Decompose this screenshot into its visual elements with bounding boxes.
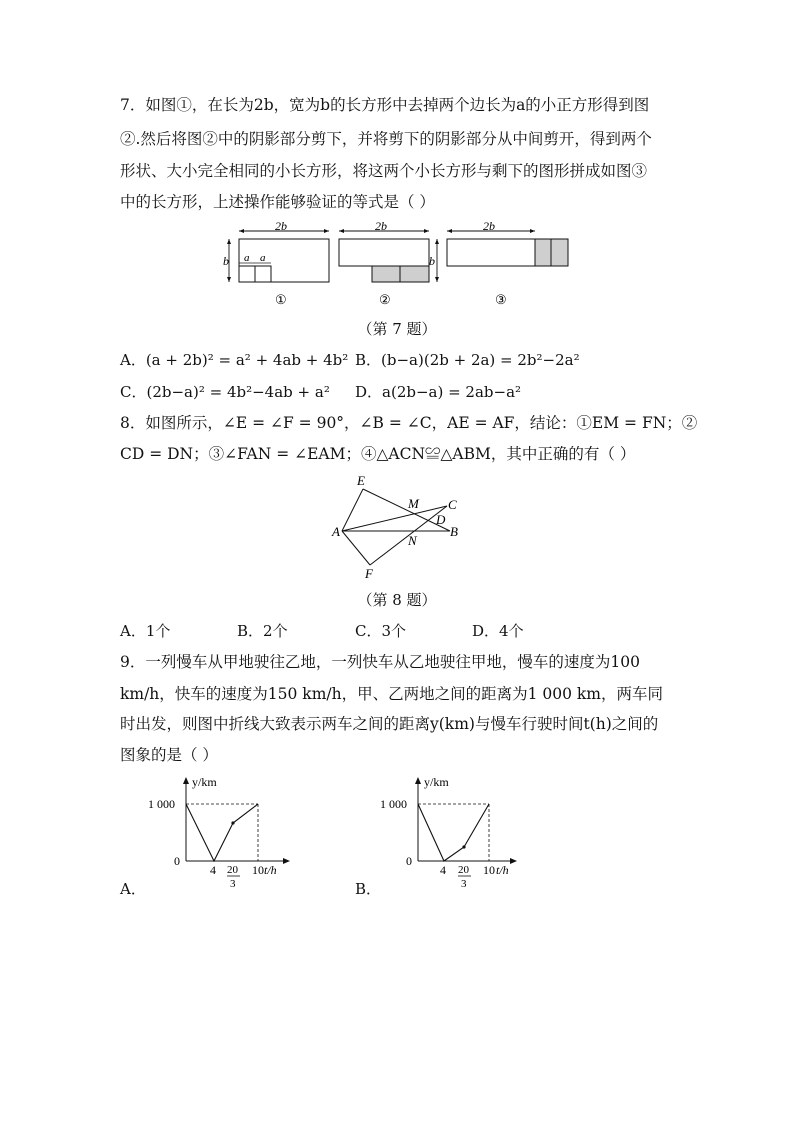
graph-a-x4: 4 (210, 863, 216, 877)
point-n: N (408, 533, 417, 548)
q8-line-2: CD = DN；③∠FAN = ∠EAM；④△ACN≌△ABM，其中正确的有（ ） (120, 445, 636, 463)
q7-figure (215, 218, 585, 313)
q8-line-1: 8．如图所示，∠E = ∠F = 90°，∠B = ∠C，AE = AF，结论：①EM = FN；② (120, 414, 698, 432)
q7-line-4: 中的长方形，上述操作能够验证的等式是（ ） (120, 193, 435, 211)
q7-line-3: 形状、大小完全相同的小长方形，将这两个小长方形与剩下的图形拼成如图③ (120, 162, 648, 180)
graph-b-ylabel: y/km (424, 775, 449, 789)
fig3-width-label: 2b (483, 219, 495, 233)
q7-caption: （第 7 题） (357, 320, 437, 338)
graph-a-x3: 3 (230, 878, 236, 890)
q7-line-1: 7．如图①，在长为2b，宽为b的长方形中去掉两个边长为a的小正方形得到图 (120, 96, 650, 114)
graph-a-ylabel: y/km (192, 775, 217, 789)
q8-option-b: B．2个 (237, 622, 288, 640)
q9-option-a: A． (120, 880, 146, 898)
q8-option-d: D．4个 (472, 622, 524, 640)
graph-b-xlabel: t/h (496, 863, 509, 877)
graph-b-x3: 3 (461, 878, 467, 890)
graph-a-x20: 20 (227, 864, 238, 876)
q7-line-2: ②.然后将图②中的阴影部分剪下，并将剪下的阴影部分从中间剪开，得到两个 (120, 130, 652, 148)
q7-option-d: D．a(2b−a) = 2ab−a² (355, 383, 522, 401)
graph-b-x10: 10 (483, 863, 495, 877)
fig1-a-label-2: a (260, 252, 266, 264)
q7-option-b: B．(b−a)(2b + 2a) = 2b²−2a² (355, 351, 580, 369)
fig2-width-label: 2b (375, 219, 387, 233)
fig1-a-label-1: a (244, 252, 250, 264)
point-c: C (448, 497, 457, 512)
graph-a-y1000: 1 000 (148, 797, 175, 811)
fig1-number: ① (275, 292, 287, 307)
point-a: A (332, 524, 340, 539)
q8-figure (330, 472, 470, 584)
q9-graph-b (372, 772, 532, 894)
q9-line-1: 9．一列慢车从甲地驶往乙地，一列快车从乙地驶往甲地，慢车的速度为100 (120, 653, 640, 671)
q9-line-2: km/h，快车的速度为150 km/h，甲、乙两地之间的距离为1 000 km，两车同 (120, 685, 663, 703)
graph-b-x20: 20 (458, 864, 469, 876)
q9-line-4: 图象的是（ ） (120, 746, 218, 764)
graph-a-origin: 0 (174, 854, 180, 868)
q9-graph-a (140, 772, 300, 894)
graph-a-x10: 10 (252, 863, 264, 877)
point-f: F (365, 566, 373, 581)
point-e: E (357, 473, 365, 488)
fig2-height-label: b (429, 254, 435, 268)
graph-a-xlabel: t/h (264, 863, 277, 877)
fig1-width-label: 2b (275, 219, 287, 233)
q9-line-3: 时出发，则图中折线大致表示两车之间的距离y(km)与慢车行驶时间t(h)之间的 (120, 715, 659, 733)
fig3-number: ③ (495, 292, 507, 307)
q8-caption: （第 8 题） (357, 591, 437, 609)
point-b: B (450, 524, 458, 539)
q7-option-a: A．(a + 2b)² = a² + 4ab + 4b² (120, 351, 349, 369)
fig1-height-label: b (223, 254, 229, 268)
graph-b-y1000: 1 000 (380, 797, 407, 811)
q9-option-b: B． (355, 880, 382, 898)
fig2-number: ② (379, 292, 391, 307)
graph-b-x4: 4 (440, 863, 446, 877)
q8-option-c: C．3个 (355, 622, 407, 640)
point-d: D (436, 512, 446, 527)
q8-option-a: A．1个 (120, 622, 171, 640)
point-m: M (408, 496, 419, 511)
graph-b-origin: 0 (406, 854, 412, 868)
q7-option-c: C．(2b−a)² = 4b²−4ab + a² (120, 383, 330, 401)
